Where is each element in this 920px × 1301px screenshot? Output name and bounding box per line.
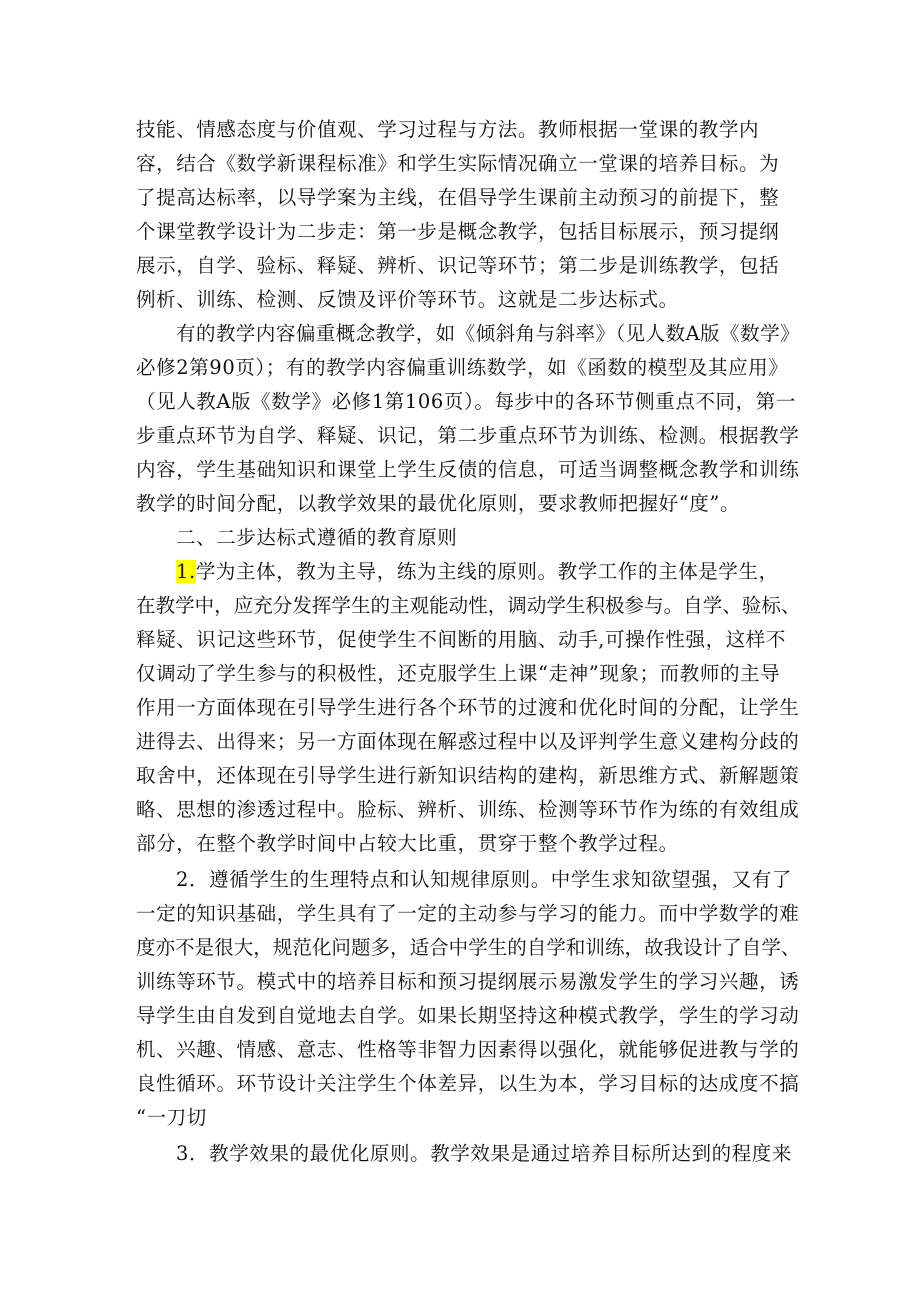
principle-2-line-4: 训练等环节。模式中的培养目标和预习提纲展示易激发学生的学习兴趣，诱: [136, 970, 800, 993]
paragraph-2-line-4: 步重点环节为自学、释疑、识记，第二步重点环节为训练、检测。根据教学: [136, 424, 800, 447]
paragraph-2-line-6: 教学的时间分配，以教学效果的最优化原则，要求教师把握好“度”。: [136, 492, 741, 515]
principle-2-line-5: 导学生由自发到自觉地去自学。如果长期坚持这种模式教学，学生的学习动: [136, 1004, 800, 1027]
principle-2-line-3: 度亦不是很大，规范化问题多，适合中学生的自学和训练，故我设计了自学、: [136, 936, 801, 959]
section-heading: 二、二步达标式遵循的教育原则: [176, 526, 458, 549]
paragraph-1-line-6: 例析、训练、检测、反馈及评价等环节。这就是二步达标式。: [136, 288, 679, 311]
paragraph-1-line-3: 了提高达标率，以导学案为主线，在倡导学生课前主动预习的前提下，整: [136, 186, 780, 209]
principle-1-line-5: 作用一方面体现在引导学生进行各个环节的过渡和优化时间的分配，让学生: [136, 696, 800, 719]
principle-1-number: 1.: [176, 560, 196, 583]
paragraph-2-line-1: 有的教学内容偏重概念教学，如《倾斜角与斜率》（见人数A版《数学》: [176, 322, 801, 345]
paragraph-2-line-2: 必修2第90页）；有的教学内容偏重训练数学，如《函数的模型及其应用》: [136, 356, 789, 379]
principle-2-line-6: 机、兴趣、情感、意志、性格等非智力因素得以强化，就能够促进教与学的: [136, 1038, 800, 1061]
principle-1-first-line-text: 学为主体，教为主导，练为主线的原则。教学工作的主体是学生，: [195, 560, 779, 583]
principle-2-line-8: “一刀切: [136, 1106, 207, 1129]
principle-1-line-2: 在教学中，应充分发挥学生的主观能动性，调动学生积极参与。自学、验标、: [136, 594, 801, 617]
principle-1-line-7: 取舍中，还体现在引导学生进行新知识结构的建构，新思维方式、新解题策: [136, 764, 800, 787]
principle-1-line-9: 部分，在整个教学时间中占较大比重，贯穿于整个教学过程。: [136, 832, 679, 855]
principle-3-line-1: 3．教学效果的最优化原则。教学效果是通过培养目标所达到的程度来: [176, 1142, 793, 1165]
principle-1-line-3: 释疑、识记这些环节，促使学生不间断的用脑、动手,可操作性强，这样不: [136, 628, 786, 651]
paragraph-2-line-3: （见人教A版《数学》必修1第106页）。每步中的各环节侧重点不同，第一: [136, 390, 796, 413]
paragraph-1-line-2: 容，结合《数学新课程标准》和学生实际情况确立一堂课的培养目标。为: [136, 152, 780, 175]
principle-1-line-1: [176, 560, 779, 584]
paragraph-1-line-4: 个课堂教学设计为二步走：第一步是概念教学，包括目标展示，预习提纲: [136, 220, 780, 243]
paragraph-1-line-5: 展示，自学、验标、释疑、辨析、识记等环节；第二步是训练教学，包括: [136, 254, 780, 277]
paragraph-2-line-5: 内容，学生基础知识和课堂上学生反债的信息，可适当调整概念教学和训练: [136, 458, 800, 481]
principle-1-line-4: 仅调动了学生参与的积极性，还克服学生上课“走神”现象；而教师的主导: [136, 662, 781, 685]
principle-2-line-1: 2．遵循学生的生理特点和认知规律原则。中学生求知欲望强，又有了: [176, 868, 793, 891]
principle-1-line-6: 进得去、出得来；另一方面体现在解惑过程中以及评判学生意义建构分歧的: [136, 730, 800, 753]
principle-2-line-7: 良性循环。环节设计关注学生个体差异，以生为本，学习目标的达成度不搞: [136, 1072, 800, 1095]
principle-2-line-2: 一定的知识基础，学生具有了一定的主动参与学习的能力。而中学数学的难: [136, 902, 800, 925]
principle-1-line-8: 略、思想的渗透过程中。脸标、辨析、训练、检测等环节作为练的有效组成: [136, 798, 800, 821]
paragraph-1-line-1: 技能、情感态度与价值观、学习过程与方法。教师根据一堂课的教学内: [136, 118, 760, 141]
